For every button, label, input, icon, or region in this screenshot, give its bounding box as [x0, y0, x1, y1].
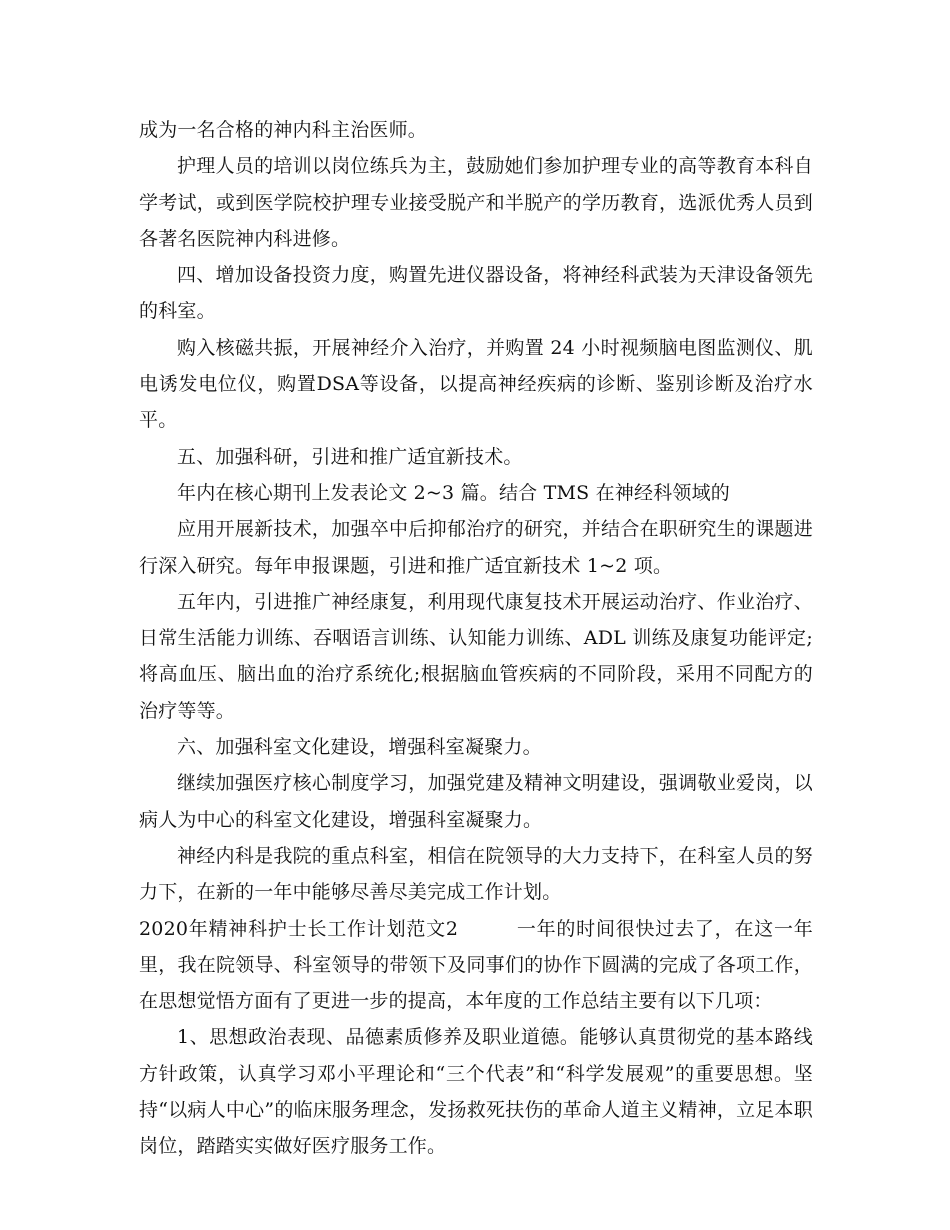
- paragraph-continuation: 成为一名合格的神内科主治医师。: [139, 119, 428, 141]
- section-intro: 一年的时间很快过去了，在这一年里，我在院领导、科室领导的带领下及同事们的协作下圆满的完成了各项工作，在思想觉悟方面有了更进一步的提高，本年度的工作总结主要有以下几项：: [139, 917, 813, 1013]
- heading-department-culture: 六、加强科室文化建设，增强科室凝聚力。: [177, 736, 542, 759]
- document-body: [139, 112, 813, 1165]
- paragraph-nurse-training: 护理人员的培训以岗位练兵为主，鼓励她们参加护理专业的高等教育本科自学考试，或到医学院校护理专业接受脱产和半脱产的学历教育，选派优秀人员到各著名医院神内科进修。: [139, 155, 813, 250]
- heading-equipment-investment: 四、增加设备投资力度，购置先进仪器设备，将神经科武装为天津设备领先的科室。: [139, 264, 813, 323]
- paragraph-key-department: 神经内科是我院的重点科室，相信在院领导的大力支持下，在科室人员的努力下，在新的一年中能够尽善尽美完成工作计划。: [139, 844, 813, 904]
- section-start-paragraph: [139, 911, 813, 1020]
- heading-research: 五、加强科研，引进和推广适宜新技术。: [177, 445, 523, 468]
- paragraph-new-techniques: 应用开展新技术，加强卒中后抑郁治疗的研究，并结合在职研究生的课题进行深入研究。每年申报课题，引进和推广适宜新技术 1~2 项。: [139, 518, 813, 577]
- paragraph-equipment-purchase: 购入核磁共振，开展神经介入治疗，并购置 24 小时视频脑电图监测仪、肌电诱发电位仪，购置DSA等设备，以提高神经疾病的诊断、鉴别诊断及治疗水平。: [139, 336, 813, 432]
- paragraph-political-conduct: 1、思想政治表现、品德素质修养及职业道德。能够认真贯彻党的基本路线方针政策，认真学习邓小平理论和“三个代表”和“科学发展观”的重要思想。坚持“以病人中心”的临床服务理念，发扬救死扶伤的革命人道主义精神，立足本职岗位，踏踏实实做好医疗服务工作。: [139, 1026, 813, 1158]
- section-heading: 2020年精神科护士长工作计划范文2: [139, 917, 459, 940]
- paragraph-publications: 年内在核心期刊上发表论文 2~3 篇。结合 TMS 在神经科领域的: [177, 481, 730, 504]
- paragraph-rehabilitation: 五年内，引进推广神经康复，利用现代康复技术开展运动治疗、作业治疗、日常生活能力训练、吞咽语言训练、认知能力训练、ADL 训练及康复功能评定;将高血压、脑出血的治疗系统化;根据脑血管疾病的不同阶段，采用不同配方的治疗等等。: [139, 590, 813, 722]
- paragraph-core-systems: 继续加强医疗核心制度学习，加强党建及精神文明建设，强调敬业爱岗，以病人为中心的科室文化建设，增强科室凝聚力。: [139, 772, 813, 831]
